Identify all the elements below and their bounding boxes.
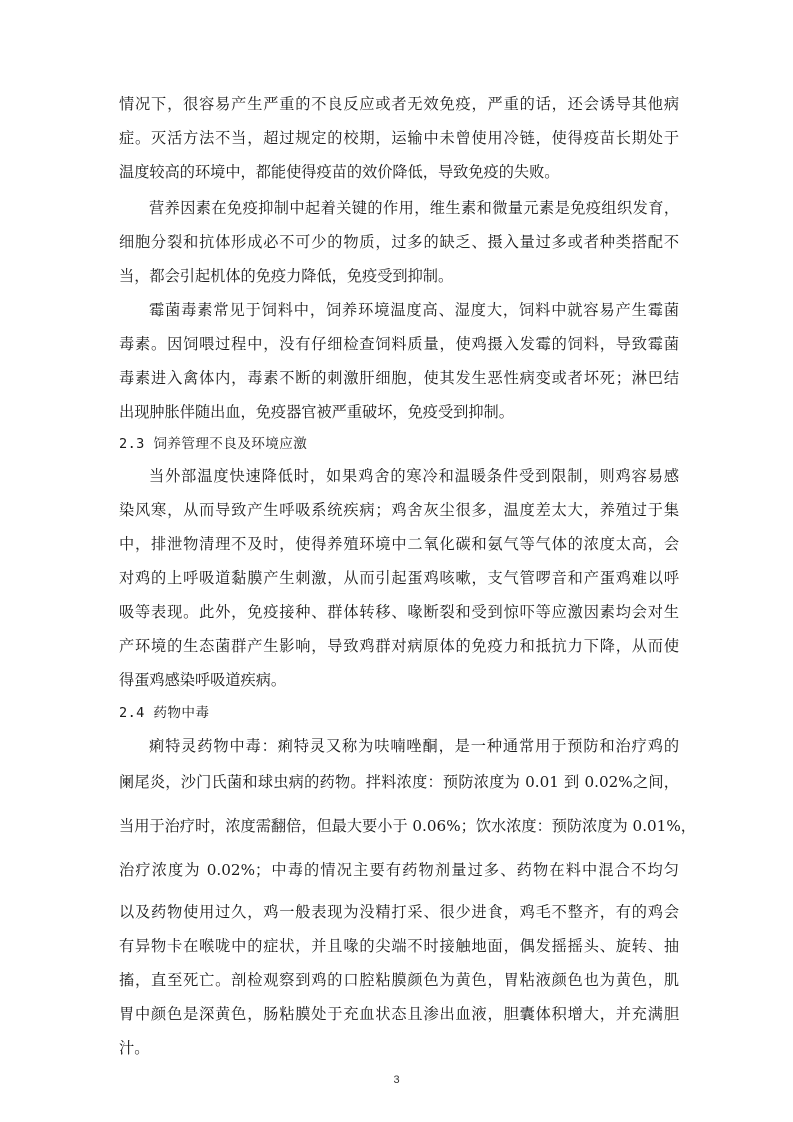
paragraph-line: 症。灭活方法不当，超过规定的校期，运输中未曾使用冷链，使得疫苗长期处于: [119, 129, 679, 147]
paragraph-line: 出现肿胀伴随出血，免疫器官被严重破坏，免疫受到抑制。: [119, 403, 514, 421]
section-heading-2-4: 2.4 药物中毒: [119, 705, 210, 721]
paragraph-line: 治疗浓度为 0.02%；中毒的情况主要有药物剂量过多、药物在料中混合不均匀: [119, 861, 679, 879]
paragraph-line: 汁。: [119, 1039, 150, 1057]
paragraph-line: 营养因素在免疫抑制中起着关键的作用，维生素和微量元素是免疫组织发育，: [149, 199, 679, 217]
paragraph-line: 中，排泄物清理不及时，使得养殖环境中二氧化碳和氨气等气体的浓度太高，会: [119, 535, 679, 553]
paragraph-line: 当外部温度快速降低时，如果鸡舍的寒冷和温暖条件受到限制，则鸡容易感: [149, 467, 679, 485]
paragraph-line: 对鸡的上呼吸道黏膜产生刺激，从而引起蛋鸡咳嗽，支气管啰音和产蛋鸡难以呼: [119, 569, 679, 587]
paragraph-line: 细胞分裂和抗体形成必不可少的物质，过多的缺乏、摄入量过多或者种类搭配不: [119, 233, 679, 251]
paragraph-line: 情况下，很容易产生严重的不良反应或者无效免疫，严重的话，还会诱导其他病: [119, 95, 679, 113]
paragraph-line: 痢特灵药物中毒：痢特灵又称为呋喃唑酮，是一种通常用于预防和治疗鸡的: [149, 737, 679, 755]
paragraph-line: 当，都会引起机体的免疫力降低，免疫受到抑制。: [119, 267, 454, 285]
paragraph-line: 毒素。因饲喂过程中，没有仔细检查饲料质量，使鸡摄入发霉的饲料，导致霉菌: [119, 335, 679, 353]
paragraph-line: 阑尾炎，沙门氏菌和球虫病的药物。拌料浓度：预防浓度为 0.01 到 0.02%之间，: [119, 773, 679, 791]
paragraph-line: 温度较高的环境中，都能使得疫苗的效价降低，导致免疫的失败。: [119, 163, 560, 181]
paragraph-line: 当用于治疗时，浓度需翻倍，但最大要小于 0.06%；饮水浓度：预防浓度为 0.01%，: [119, 817, 696, 835]
paragraph-line: 产环境的生态菌群产生影响，导致鸡群对病原体的免疫力和抵抗力下降，从而使: [119, 637, 679, 655]
paragraph-line: 胃中颜色是深黄色，肠粘膜处于充血状态且渗出血液，胆囊体积增大，并充满胆: [119, 1005, 679, 1023]
paragraph-line: 有异物卡在喉咙中的症状，并且喙的尖端不时接触地面，偶发摇摇头、旋转、抽: [119, 937, 679, 955]
paragraph-line: 搐，直至死亡。剖检观察到鸡的口腔粘膜颜色为黄色，胃粘液颜色也为黄色，肌: [119, 971, 679, 989]
page-number: 3: [393, 1074, 400, 1086]
paragraph-line: 以及药物使用过久，鸡一般表现为没精打采、很少进食，鸡毛不整齐，有的鸡会: [119, 903, 679, 921]
paragraph-line: 得蛋鸡感染呼吸道疾病。: [119, 671, 287, 689]
paragraph-line: 霉菌毒素常见于饲料中，饲养环境温度高、湿度大，饲料中就容易产生霉菌: [149, 301, 679, 319]
section-heading-2-3: 2.3 饲养管理不良及环境应激: [119, 436, 308, 452]
paragraph-line: 吸等表现。此外，免疫接种、群体转移、喙断裂和受到惊吓等应激因素均会对生: [119, 603, 679, 621]
paragraph-line: 毒素进入禽体内，毒素不断的刺激肝细胞，使其发生恶性病变或者坏死；淋巴结: [119, 369, 679, 387]
paragraph-line: 染风寒，从而导致产生呼吸系统疾病；鸡舍灰尘很多，温度差太大，养殖过于集: [119, 501, 679, 519]
